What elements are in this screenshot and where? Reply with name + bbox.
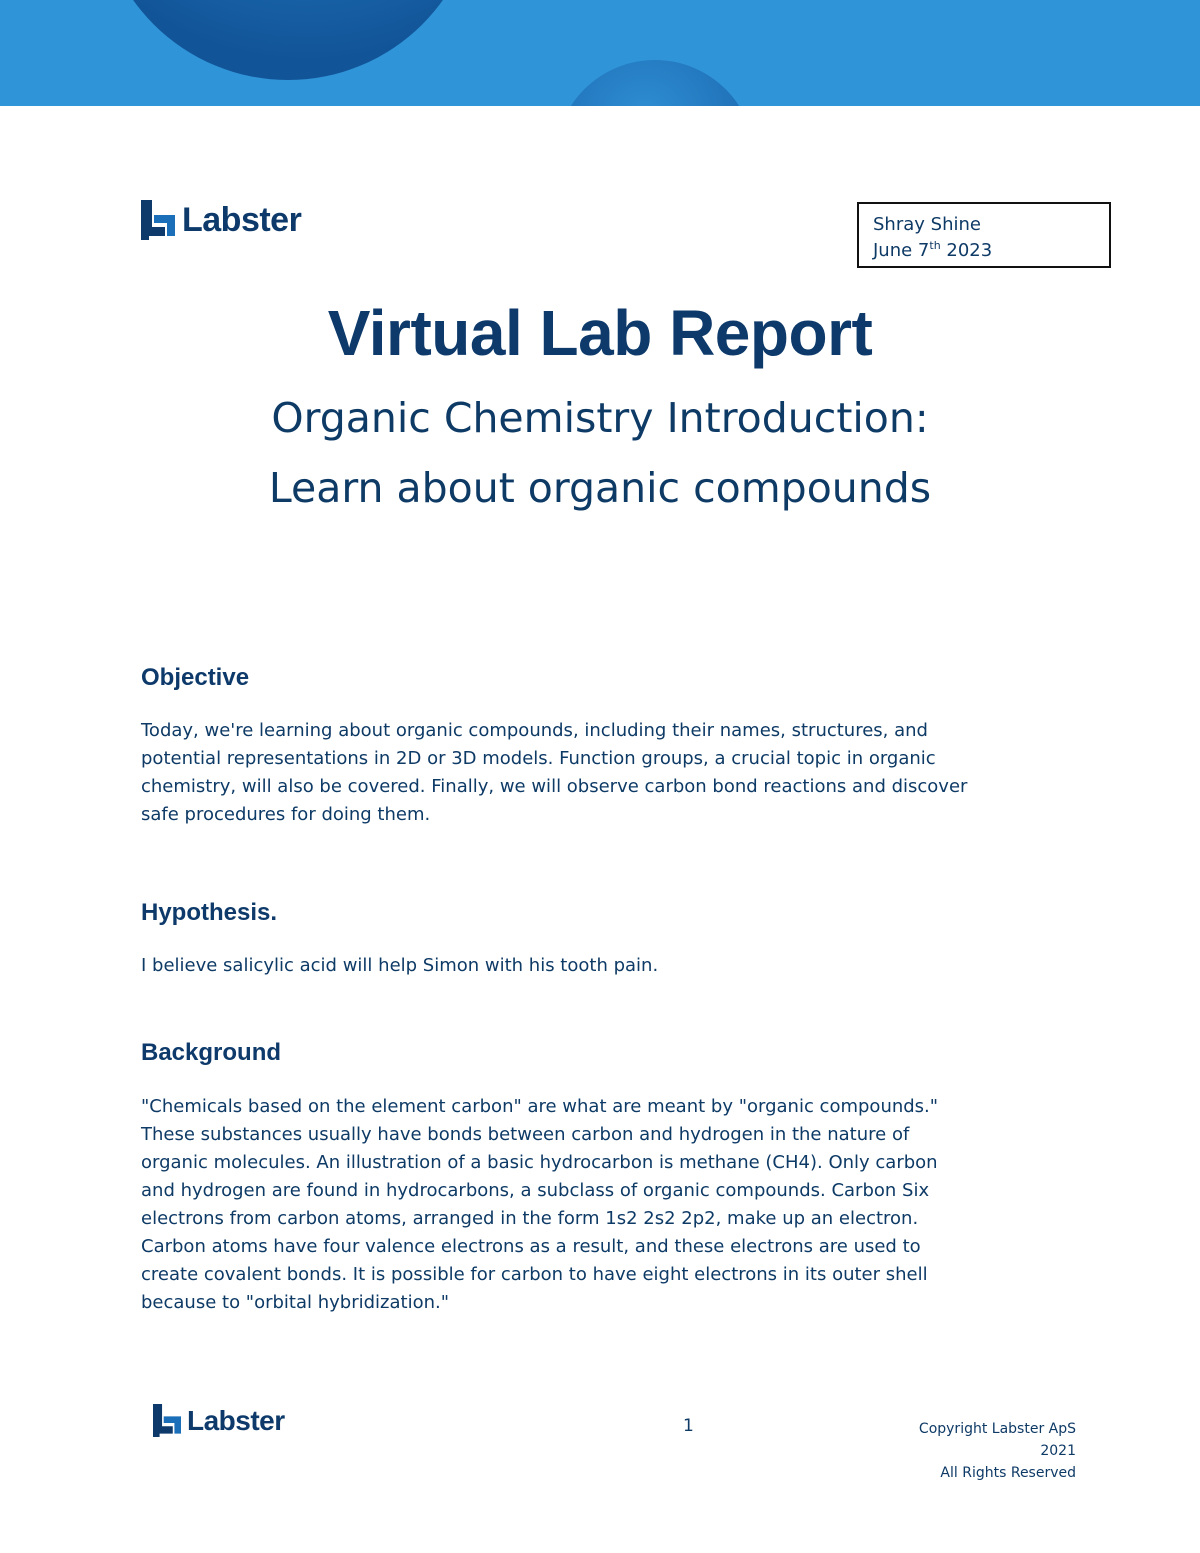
paragraph-line: potential representations in 2D or 3D models. Function groups, a crucial topic in organic	[141, 748, 936, 769]
paragraph-line: chemistry, will also be covered. Finally, we will observe carbon bond reactions and discover	[141, 776, 968, 797]
labster-logo	[141, 200, 301, 240]
paragraph-line: "Chemicals based on the element carbon" are what are meant by "organic compounds."	[141, 1096, 939, 1117]
objective-paragraph	[141, 717, 1091, 829]
background-heading: Background	[141, 1039, 282, 1066]
report-date-year: 2023	[940, 240, 993, 261]
paragraph-line: Today, we're learning about organic compounds, including their names, structures, and	[141, 720, 928, 741]
copyright-year: 2021	[1040, 1443, 1076, 1459]
paragraph-line: Carbon atoms have four valence electrons as a result, and these electrons are used to	[141, 1236, 921, 1257]
paragraph-line: electrons from carbon atoms, arranged in the form 1s2 2s2 2p2, make up an electron.	[141, 1208, 919, 1229]
subtitle-line-2: Learn about organic compounds	[268, 464, 932, 512]
copyright-line: Copyright Labster ApS	[918, 1421, 1076, 1437]
header-banner	[0, 0, 1200, 106]
paragraph-line: and hydrogen are found in hydrocarbons, a subclass of organic compounds. Carbon Six	[141, 1180, 930, 1201]
labster-logo-icon	[153, 1404, 181, 1437]
paragraph-line: I believe salicylic acid will help Simon with his tooth pain.	[141, 955, 659, 976]
copyright-notice	[880, 1418, 1076, 1484]
labster-logo-icon	[141, 200, 175, 240]
paragraph-line: create covalent bonds. It is possible for carbon to have eight electrons in its outer shell	[141, 1264, 928, 1285]
labster-logo-text: Labster	[182, 200, 302, 239]
banner-graphic	[0, 0, 1200, 106]
background-paragraph	[141, 1093, 1091, 1317]
labster-logo-text: Labster	[187, 1404, 285, 1436]
objective-heading: Objective	[141, 664, 250, 691]
hypothesis-heading: Hypothesis.	[141, 899, 278, 926]
page-number: 1	[683, 1416, 694, 1436]
report-date-suffix-sup: th	[929, 239, 941, 252]
report-date-prefix: June 7	[873, 240, 930, 261]
footer-labster-logo	[153, 1404, 285, 1437]
paragraph-line: These substances usually have bonds between carbon and hydrogen in the nature of	[141, 1124, 910, 1145]
copyright-rights: All Rights Reserved	[940, 1465, 1076, 1481]
page-title: Virtual Lab Report	[327, 297, 873, 369]
subtitle-line-1: Organic Chemistry Introduction:	[271, 394, 929, 442]
paragraph-line: organic molecules. An illustration of a basic hydrocarbon is methane (CH4). Only carbon	[141, 1152, 938, 1173]
paragraph-line: safe procedures for doing them.	[141, 804, 431, 825]
hypothesis-paragraph	[141, 952, 1091, 980]
paragraph-line: because to "orbital hybridization."	[141, 1292, 450, 1313]
author-name: Shray Shine	[873, 214, 981, 235]
report-date	[873, 238, 1095, 264]
author-box	[857, 202, 1111, 268]
